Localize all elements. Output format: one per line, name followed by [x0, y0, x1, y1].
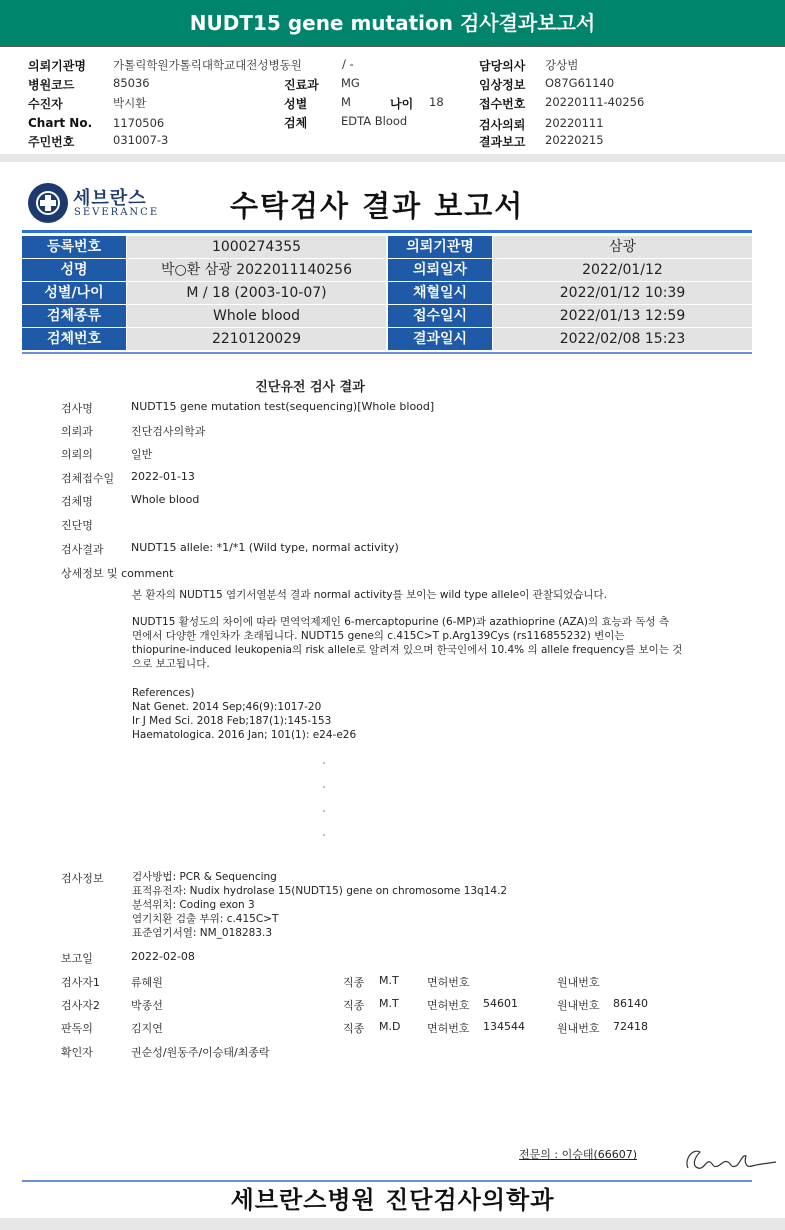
- hdr-value-sex: M: [341, 95, 351, 109]
- staff-title-label: 직종: [343, 976, 365, 989]
- hdr-value-request: 20220111: [545, 116, 604, 130]
- specialist-contact: [519, 1146, 637, 1162]
- info-value: M / 18 (2003-10-07): [127, 282, 386, 304]
- info-label: 의뢰일자: [388, 259, 492, 281]
- confirmer-label: 확인자: [61, 1046, 93, 1059]
- info-value: Whole blood: [127, 305, 386, 327]
- method-label: 검사정보: [61, 872, 104, 885]
- info-label: 결과일시: [388, 328, 492, 350]
- hdr-label-result-report: 결과보고: [479, 135, 526, 149]
- hdr-value-patient: 박시환: [113, 96, 147, 110]
- brand-name-korean: 세브란스: [73, 188, 147, 209]
- staff-role: 판독의: [61, 1022, 93, 1035]
- detail-comment-label: 상세정보 및 comment: [61, 567, 174, 580]
- hdr-value-dept: MG: [341, 76, 360, 90]
- info-label: 등록번호: [22, 236, 126, 258]
- staff-in-number: 86140: [613, 997, 648, 1010]
- info-label: 접수일시: [388, 305, 492, 327]
- hdr-value-age: 18: [429, 95, 444, 109]
- reference-item: Nat Genet. 2014 Sep;46(9):1017-20: [132, 701, 322, 713]
- staff-name: 류혜원: [131, 976, 163, 989]
- signature-icon: [680, 1140, 780, 1176]
- hdr-label-resident-no: 주민번호: [28, 135, 75, 149]
- info-value: 2022/01/13 12:59: [493, 305, 752, 327]
- severance-logo-icon: [28, 183, 68, 223]
- result-field-label: 진단명: [61, 519, 93, 532]
- reference-item: Haematologica. 2016 Jan; 101(1): e24-e26: [132, 729, 357, 741]
- info-label: 검체번호: [22, 328, 126, 350]
- staff-license: 54601: [483, 997, 518, 1010]
- result-field-label: 의뢰과: [61, 425, 93, 438]
- info-label: 검체종류: [22, 305, 126, 327]
- result-field-label: 검체접수일: [61, 472, 115, 485]
- hdr-value-result-report: 20220215: [545, 133, 604, 147]
- staff-name: 김지연: [131, 1022, 163, 1035]
- staff-license-label: 면허번호: [427, 999, 470, 1012]
- result-field-value: 2022-01-13: [131, 470, 195, 483]
- report-header-bar: [0, 0, 785, 47]
- comment-paragraph-2-line: 면에서 다양한 개인차가 초래됩니다. NUDT15 gene의 c.415C>T p.Arg139Cys (rs116855232) 변이는: [132, 630, 625, 642]
- report-date-value: 2022-02-08: [131, 950, 195, 963]
- confirmer-names: 권순성/원동주/이승태/최종락: [131, 1046, 270, 1059]
- hdr-value-hospital-code: 85036: [113, 76, 150, 90]
- hdr-label-institution: 의뢰기관명: [28, 59, 86, 73]
- result-field-label: 검사명: [61, 402, 93, 415]
- reference-item: Ir J Med Sci. 2018 Feb;187(1):145-153: [132, 715, 332, 727]
- info-label: 성별/나이: [22, 282, 126, 304]
- section-divider: [0, 154, 785, 162]
- hdr-label-hospital-code: 병원코드: [28, 78, 75, 92]
- report-title: 수탁검사 결과 보고서: [230, 189, 525, 223]
- specialist-label: 전문의: [519, 1148, 551, 1161]
- comment-paragraph-2-line: NUDT15 활성도의 차이에 따라 면역억제제인 6-mercaptopurine (6-MP)과 azathioprine (AZA)의 효능과 독성 측: [132, 616, 670, 628]
- comment-paragraph-2-line: thiopurine-induced leukopenia의 risk allele로 알려져 있으며 한국인에서 10.4% 의 allele frequency를 보이는 것: [132, 644, 683, 656]
- method-line: 염기치환 검출 부위: c.415C>T: [132, 913, 279, 925]
- info-table-bottom-rule: [22, 352, 752, 354]
- hdr-label-doctor: 담당의사: [479, 59, 526, 73]
- scan-dot: [323, 786, 325, 788]
- test-result-value: NUDT15 allele: *1/*1 (Wild type, normal activity): [131, 541, 399, 554]
- hdr-value-chart-no: 1170506: [113, 116, 165, 130]
- hdr-label-patient: 수진자: [28, 97, 63, 111]
- hdr-label-request: 검사의뢰: [479, 118, 526, 132]
- comment-paragraph-1: 본 환자의 NUDT15 염기서열분석 결과 normal activity를 보이는 wild type allele이 관찰되었습니다.: [132, 589, 608, 601]
- info-row: [22, 259, 752, 281]
- result-field-value: Whole blood: [131, 493, 200, 506]
- hdr-label-age: 나이: [390, 97, 414, 111]
- method-line: 표적유전자: Nudix hydrolase 15(NUDT15) gene on chromosome 13q14.2: [132, 885, 508, 897]
- report-date-label: 보고일: [61, 952, 93, 965]
- brand-name-english: SEVERANCE: [74, 207, 160, 218]
- hdr-value-resident-no: 031007-3: [113, 133, 169, 147]
- staff-name: 박종선: [131, 999, 163, 1012]
- info-row: [22, 236, 752, 258]
- result-field-label: 의뢰의: [61, 448, 93, 461]
- scan-dot: [323, 834, 325, 836]
- staff-title: M.D: [379, 1020, 401, 1033]
- references-title: References): [132, 687, 195, 699]
- info-value: 2210120029: [127, 328, 386, 350]
- info-value: 2022/02/08 15:23: [493, 328, 752, 350]
- result-field-label: 검체명: [61, 495, 93, 508]
- staff-role: 검사자1: [61, 976, 100, 989]
- info-row: [22, 328, 752, 350]
- scan-dot: [323, 762, 325, 764]
- method-line: 분석위치: Coding exon 3: [132, 899, 255, 911]
- staff-title: M.T: [379, 997, 399, 1010]
- hdr-value-doctor: 강상범: [545, 58, 579, 72]
- staff-title-label: 직종: [343, 999, 365, 1012]
- staff-in-label: 원내번호: [557, 999, 600, 1012]
- info-label: 채혈일시: [388, 282, 492, 304]
- info-value: 2022/01/12: [493, 259, 752, 281]
- info-row: [22, 282, 752, 304]
- result-field-value: NUDT15 gene mutation test(sequencing)[Whole blood]: [131, 400, 435, 413]
- method-line: 검사방법: PCR & Sequencing: [132, 871, 277, 883]
- hdr-label-receipt-no: 접수번호: [479, 97, 526, 111]
- info-value: 2022/01/12 10:39: [493, 282, 752, 304]
- hdr-label-chart-no: Chart No.: [28, 116, 93, 130]
- info-table-top-rule: [22, 230, 752, 233]
- result-field-value: 일반: [131, 448, 153, 461]
- hdr-label-dept: 진료과: [284, 78, 319, 92]
- staff-license-label: 면허번호: [427, 976, 470, 989]
- staff-in-number: 72418: [613, 1020, 648, 1033]
- result-section-title: 진단유전 검사 결과: [255, 380, 365, 395]
- info-label: 의뢰기관명: [388, 236, 492, 258]
- info-row: [22, 305, 752, 327]
- hdr-value-clinical: O87G61140: [545, 76, 615, 90]
- footer-bar: [0, 1218, 785, 1230]
- staff-role: 검사자2: [61, 999, 100, 1012]
- info-value: 삼광: [493, 236, 752, 258]
- staff-license: 134544: [483, 1020, 525, 1033]
- staff-title-label: 직종: [343, 1022, 365, 1035]
- staff-in-label: 원내번호: [557, 976, 600, 989]
- comment-paragraph-2-line: 으로 보고됩니다.: [132, 658, 210, 670]
- info-value: 1000274355: [127, 236, 386, 258]
- info-value: 박○환 삼광 2022011140256: [127, 259, 386, 281]
- method-line: 표준염기서열: NM_018283.3: [132, 927, 272, 939]
- report-header-title: NUDT15 gene mutation 검사결과보고서: [189, 11, 596, 35]
- hdr-slash-mark: / -: [342, 57, 354, 71]
- staff-in-label: 원내번호: [557, 1022, 600, 1035]
- result-field-label: 검사결과: [61, 543, 104, 556]
- result-field-value: 진단검사의학과: [131, 425, 206, 438]
- scan-dot: [323, 810, 325, 812]
- hdr-value-institution: 가톨릭학원가톨릭대학교대전성병동원: [113, 58, 302, 72]
- hdr-value-receipt-no: 20220111-40256: [545, 95, 645, 109]
- hdr-label-sex: 성별: [284, 97, 308, 111]
- hdr-label-specimen: 검체: [284, 116, 308, 130]
- specialist-name: 이승태(66607): [561, 1148, 638, 1161]
- info-label: 성명: [22, 259, 126, 281]
- hdr-value-specimen: EDTA Blood: [341, 114, 408, 128]
- staff-license-label: 면허번호: [427, 1022, 470, 1035]
- specialist-separator: :: [550, 1148, 562, 1161]
- staff-title: M.T: [379, 974, 399, 987]
- footer-department-title: 세브란스병원 진단검사의학과: [230, 1186, 555, 1214]
- hdr-label-clinical: 임상정보: [479, 78, 526, 92]
